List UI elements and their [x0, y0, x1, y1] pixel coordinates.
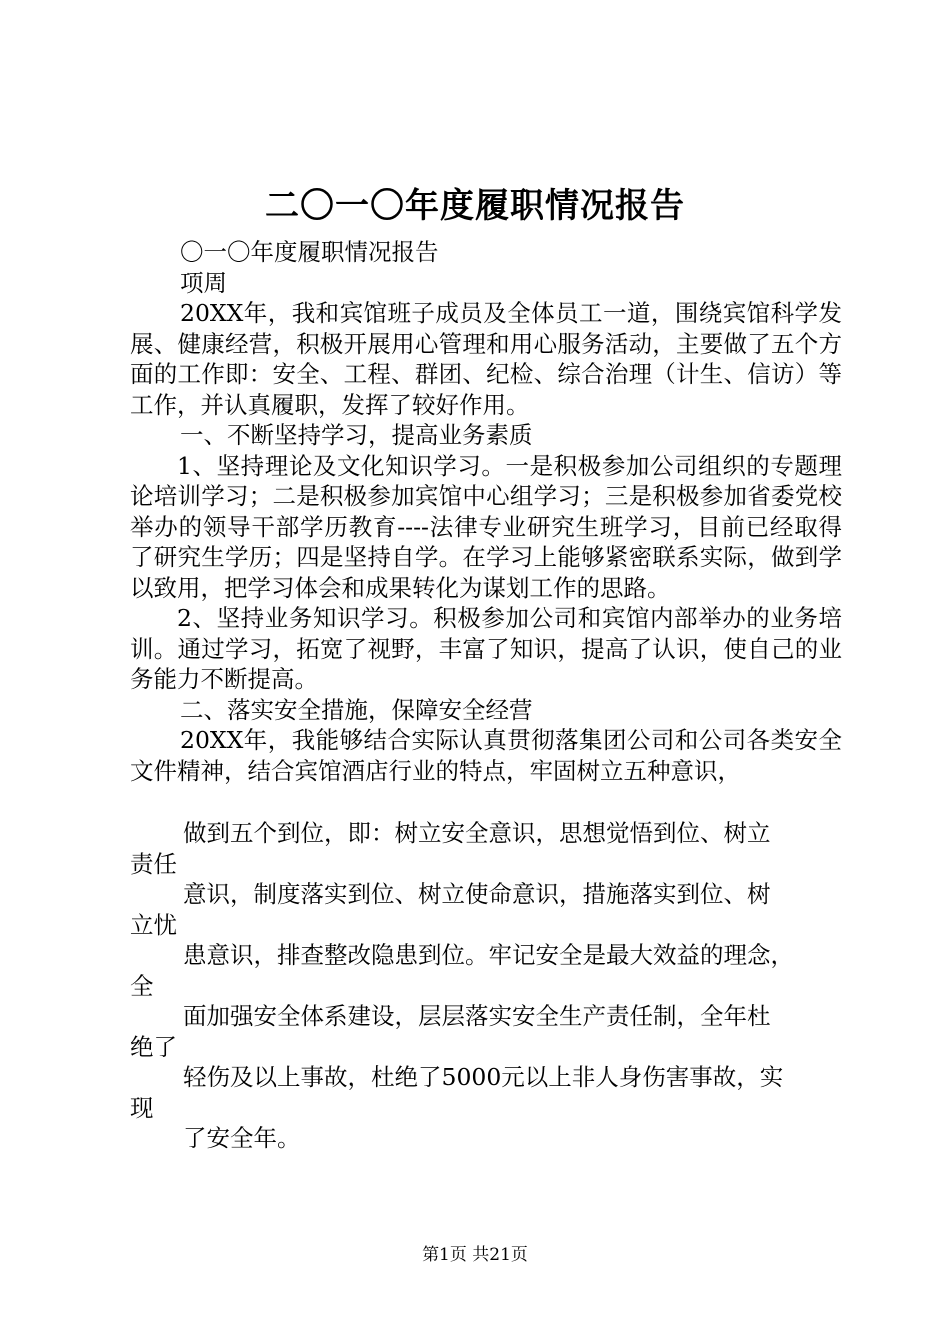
- safety-line-first: 意识，制度落实到位、树立使命意识，措施落实到位、树: [183, 880, 771, 908]
- safety-line-first: 轻伤及以上事故，杜绝了5000元以上非人身伤害事故，实: [183, 1063, 784, 1091]
- paragraph-safety: 20XX年，我能够结合实际认真贯彻落集团公司和公司各类安全文件精神，结合宾馆酒店行业的特点，牢固树立五种意识，: [130, 726, 842, 785]
- section-heading-2: 二、落实安全措施，保障安全经营: [180, 695, 533, 724]
- safety-line-first: 患意识，排查整改隐患到位。牢记安全是最大效益的理念，: [183, 941, 794, 969]
- safety-line-second: 全: [130, 971, 154, 1000]
- paragraph-study-1: 1、坚持理论及文化知识学习。一是积极参加公司组织的专题理论培训学习；二是积极参加宾馆中心组学习；三是积极参加省委党校举办的领导干部学历教育----法律专业研究生班学习，目前已经取得了研究生学历；四是坚持自学。在学习上能够紧密联系实际，做到学以致用，把学习体会和成果转化为谋划工作的思路。: [130, 451, 842, 602]
- subtitle-line: 〇一〇年度履职情况报告: [180, 238, 439, 266]
- safety-line: [130, 1001, 842, 1062]
- safety-line: [130, 940, 842, 1001]
- safety-line-second: 责任: [130, 849, 177, 878]
- document-title: 二〇一〇年度履职情况报告: [265, 186, 685, 226]
- paragraph-study-2: 2、坚持业务知识学习。积极参加公司和宾馆内部举办的业务培训。通过学习，拓宽了视野，丰富了知识，提高了认识，使自己的业务能力不断提高。: [130, 604, 842, 693]
- safety-line-first: 面加强安全体系建设，层层落实安全生产责任制，全年杜: [183, 1002, 771, 1030]
- intro-paragraph: 20XX年，我和宾馆班子成员及全体员工一道，围绕宾馆科学发展、健康经营，积极开展用心管理和用心服务活动，主要做了五个方面的工作即：安全、工程、群团、纪检、综合治理（计生、信访）等工作，并认真履职，发挥了较好作用。: [130, 299, 842, 419]
- safety-line-second: 绝了: [130, 1032, 177, 1061]
- author-line: 项周: [180, 268, 227, 297]
- safety-line: [130, 818, 842, 879]
- page-number-footer: 第1页 共21页: [422, 1245, 528, 1265]
- safety-line: [130, 879, 842, 940]
- document-body: [130, 237, 842, 1184]
- safety-line-final: 了安全年。: [183, 1124, 301, 1152]
- safety-line-second: 立忧: [130, 910, 177, 939]
- safety-line-first: 做到五个到位，即：树立安全意识，思想觉悟到位、树立: [183, 819, 771, 847]
- section-heading-1: 一、不断坚持学习，提高业务素质: [180, 421, 533, 449]
- safety-line-second: 现: [130, 1093, 154, 1122]
- safety-line: [130, 1062, 842, 1123]
- safety-line-last: [130, 1123, 842, 1184]
